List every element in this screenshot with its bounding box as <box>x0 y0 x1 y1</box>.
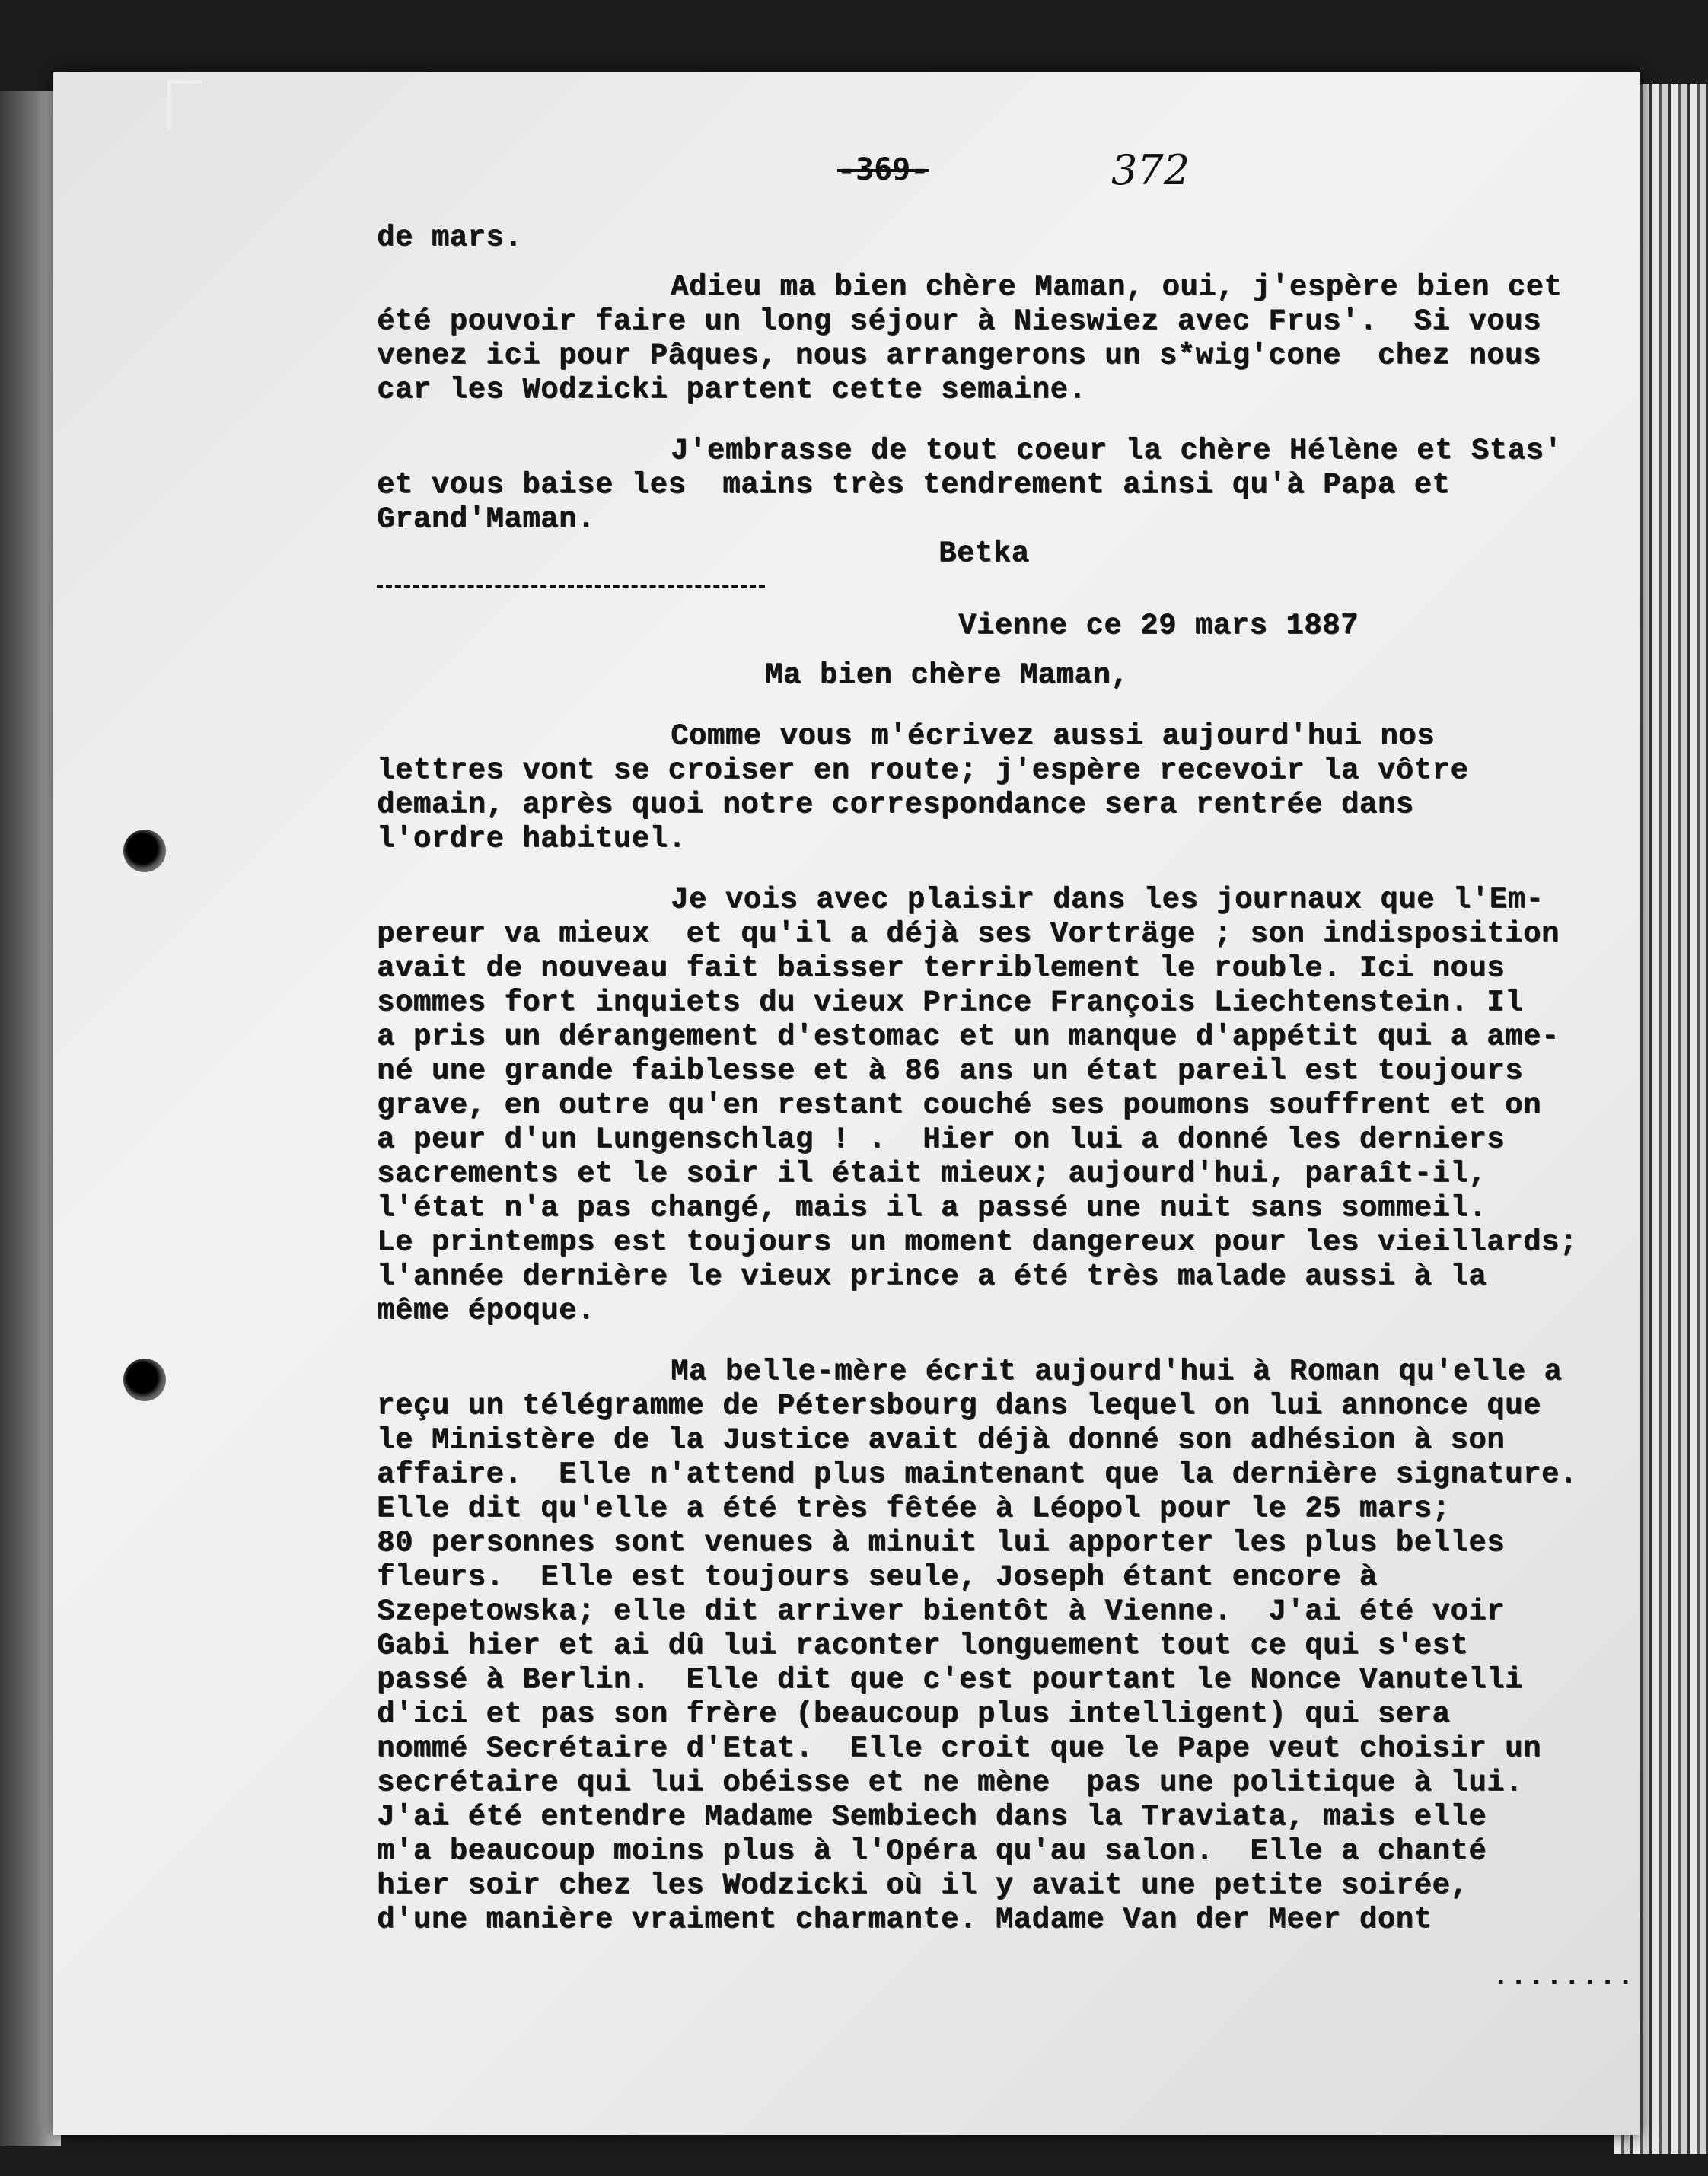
text-line: m'a beaucoup moins plus à l'Opéra qu'au salon. Elle a chanté <box>377 1834 1487 1868</box>
text-line: Adieu ma bien chère Maman, oui, j'espère bien cet <box>671 270 1563 304</box>
typed-page-number: -369- <box>837 152 929 187</box>
signature: Betka <box>938 537 1030 570</box>
text-line: secrétaire qui lui obéisse et ne mène pas une politique à lui. <box>377 1766 1523 1799</box>
text-line: avait de nouveau fait baisser terriblement le rouble. Ici nous <box>377 951 1506 985</box>
punch-hole-icon <box>123 1359 166 1401</box>
text-line: reçu un télégramme de Pétersbourg dans lequel on lui annonce que <box>377 1389 1541 1423</box>
text-line: Comme vous m'écrivez aussi aujourd'hui nos <box>671 719 1435 753</box>
text-line: fleurs. Elle est toujours seule, Joseph étant encore à <box>377 1560 1378 1594</box>
text-line: d'une manière vraiment charmante. Madame Van der Meer dont <box>377 1903 1432 1936</box>
text-line: l'ordre habituel. <box>377 822 687 855</box>
text-line: Grand'Maman. <box>377 502 595 536</box>
dateline: Vienne ce 29 mars 1887 <box>958 609 1359 642</box>
text-line: Elle dit qu'elle a été très fêtée à Léopol pour le 25 mars; <box>377 1492 1451 1525</box>
text-line: demain, après quoi notre correspondance sera rentrée dans <box>377 788 1414 821</box>
text-line: été pouvoir faire un long séjour à Nieswiez avec Frus'. Si vous <box>377 304 1541 338</box>
text-line: le Ministère de la Justice avait déjà donné son adhésion à son <box>377 1423 1506 1457</box>
text-line: Je vois avec plaisir dans les journaux que l'Em- <box>671 883 1544 916</box>
handwritten-page-number: 372 <box>1111 146 1190 194</box>
text-line: Gabi hier et ai dû lui raconter longuement tout ce qui s'est <box>377 1629 1469 1662</box>
text-line: Ma belle-mère écrit aujourd'hui à Roman qu'elle a <box>671 1355 1563 1388</box>
letter-text <box>377 221 1663 1937</box>
salutation: Ma bien chère Maman, <box>765 658 1130 692</box>
text-line: sommes fort inquiets du vieux Prince François Liechtenstein. Il <box>377 986 1523 1019</box>
divider <box>377 585 765 588</box>
text-line: a pris un dérangement d'estomac et un manque d'appétit qui a ame- <box>377 1020 1560 1053</box>
text-line: affaire. Elle n'attend plus maintenant que la dernière signature. <box>377 1458 1578 1491</box>
text-line: 80 personnes sont venues à minuit lui apporter les plus belles <box>377 1526 1506 1560</box>
binder-edge <box>0 91 61 2146</box>
text-line: hier soir chez les Wodzicki où il y avait une petite soirée, <box>377 1869 1469 1902</box>
text-line: pereur va mieux et qu'il a déjà ses Vorträge ; son indisposition <box>377 917 1560 951</box>
text-line: l'état n'a pas changé, mais il a passé une nuit sans sommeil. <box>377 1191 1487 1225</box>
text-line: nommé Secrétaire d'Etat. Elle croit que le Pape veut choisir un <box>377 1732 1541 1765</box>
text-line: d'ici et pas son frère (beaucoup plus intelligent) qui sera <box>377 1697 1451 1731</box>
text-line: J'embrasse de tout coeur la chère Hélène et Stas' <box>671 434 1563 467</box>
text-line: Le printemps est toujours un moment dangereux pour les vieillards; <box>377 1225 1578 1259</box>
punch-hole-icon <box>123 830 166 872</box>
text-line: et vous baise les mains très tendrement ainsi qu'à Papa et <box>377 468 1451 502</box>
text-line: sacrements et le soir il était mieux; aujourd'hui, paraît-il, <box>377 1157 1487 1190</box>
text-line: a peur d'un Lungenschlag ! . Hier on lui a donné les derniers <box>377 1123 1506 1156</box>
text-line: J'ai été entendre Madame Sembiech dans la Traviata, mais elle <box>377 1800 1487 1834</box>
text-line: même époque. <box>377 1294 595 1327</box>
text-line: né une grande faiblesse et à 86 ans un état pareil est toujours <box>377 1054 1523 1088</box>
continuation-dots: ........ <box>1492 1960 1635 1993</box>
text-line: de mars. <box>377 221 523 254</box>
text-line: venez ici pour Pâques, nous arrangerons un s*wig'cone chez nous <box>377 339 1541 372</box>
corner-mark <box>167 80 202 129</box>
text-line: lettres vont se croiser en route; j'espère recevoir la vôtre <box>377 753 1469 787</box>
text-line: grave, en outre qu'en restant couché ses poumons souffrent et on <box>377 1088 1541 1122</box>
text-line: passé à Berlin. Elle dit que c'est pourtant le Nonce Vanutelli <box>377 1663 1523 1697</box>
text-line: Szepetowska; elle dit arriver bientôt à Vienne. J'ai été voir <box>377 1595 1506 1628</box>
text-line: l'année dernière le vieux prince a été très malade aussi à la <box>377 1260 1487 1293</box>
text-line: car les Wodzicki partent cette semaine. <box>377 373 1087 406</box>
